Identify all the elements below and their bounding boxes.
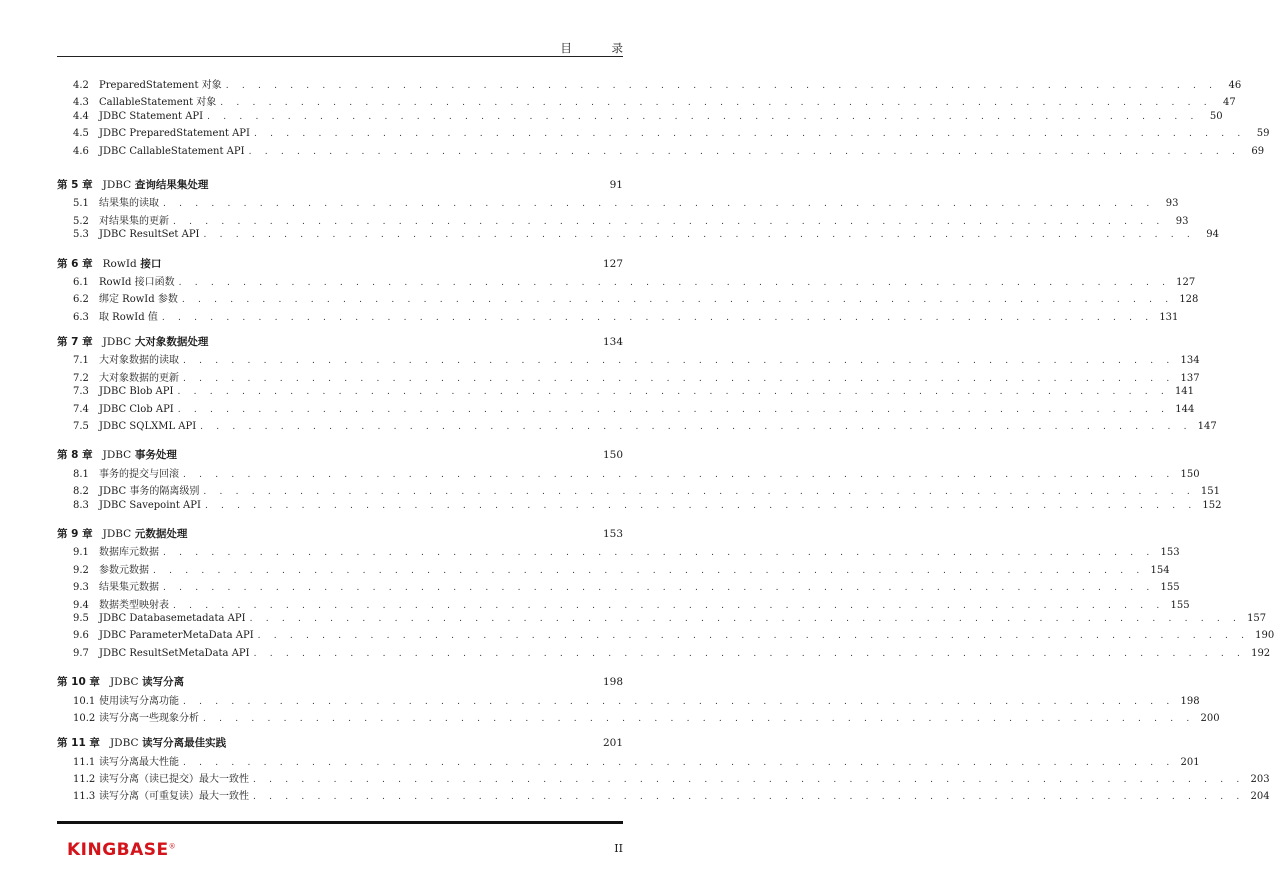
chapter-page: 134 <box>602 336 623 349</box>
dot-leader: . . . . . . . . . . . . . . . . . . . . . . . . . . . . . . . . . . . . . . . . . . . . . . . . . . . . . . . . . . . . . . <box>203 713 1195 724</box>
section-number: 11.3 <box>73 791 96 803</box>
dot-leader: . . . . . . . . . . . . . . . . . . . . . . . . . . . . . . . . . . . . . . . . . . . . . . . . . . . . . . . . . . . . . . <box>183 356 1175 367</box>
chapter-heading[interactable] <box>57 177 623 194</box>
toc-entry[interactable] <box>57 561 1170 578</box>
chapter-title-latin: RowId <box>102 257 137 270</box>
logo-text: KINGBASE <box>67 840 169 860</box>
section-title: 数据类型映射表 <box>99 599 169 611</box>
section-title: JDBC CallableStatement API <box>99 145 245 157</box>
section-page: 200 <box>1200 712 1220 724</box>
dot-leader: . . . . . . . . . . . . . . . . . . . . . . . . . . . . . . . . . . . . . . . . . . . . . . . . . . . . . . . . . . . . . . <box>204 500 1197 511</box>
section-page: 152 <box>1202 499 1222 511</box>
section-number: 6.1 <box>73 276 89 288</box>
toc-entry[interactable] <box>57 290 1199 307</box>
toc-entry[interactable] <box>57 194 1179 211</box>
dot-leader: . . . . . . . . . . . . . . . . . . . . . . . . . . . . . . . . . . . . . . . . . . . . . . . . . . . . . . . . . . . . . . <box>207 111 1199 122</box>
toc-entry[interactable] <box>57 465 1200 482</box>
chapter-title-latin: JDBC <box>102 336 132 349</box>
section-number: 4.4 <box>73 110 89 122</box>
section-title: 结果集的读取 <box>99 198 159 210</box>
section-number: 9.5 <box>73 612 89 624</box>
dot-leader: . . . . . . . . . . . . . . . . . . . . . . . . . . . . . . . . . . . . . . . . . . . . . . . . . . . . . . . . . . . . . . <box>183 696 1175 707</box>
section-title: JDBC ResultSet API <box>99 229 200 241</box>
section-page: 203 <box>1250 774 1270 786</box>
chapter-number: 第 11 章 <box>57 737 100 750</box>
section-number: 5.2 <box>73 215 89 227</box>
toc-entry[interactable] <box>57 128 1270 145</box>
toc-entry[interactable] <box>57 308 1179 325</box>
dot-leader: . . . . . . . . . . . . . . . . . . . . . . . . . . . . . . . . . . . . . . . . . . . . . . . . . . . . . . . . . . . . . . <box>173 216 1165 227</box>
section-page: 192 <box>1251 647 1271 659</box>
toc-chapter <box>57 447 1222 517</box>
chapter-heading[interactable] <box>57 526 623 543</box>
dot-leader: . . . . . . . . . . . . . . . . . . . . . . . . . . . . . . . . . . . . . . . . . . . . . . . . . . . . . . . . . . . . . . <box>248 146 1241 157</box>
toc-entry[interactable] <box>57 76 1242 93</box>
dot-leader: . . . . . . . . . . . . . . . . . . . . . . . . . . . . . . . . . . . . . . . . . . . . . . . . . . . . . . . . . . . . . . <box>163 583 1155 594</box>
toc-entry[interactable] <box>57 709 1220 726</box>
section-number: 7.4 <box>73 403 89 415</box>
section-page: 93 <box>1165 198 1179 210</box>
dot-leader: . . . . . . . . . . . . . . . . . . . . . . . . . . . . . . . . . . . . . . . . . . . . . . . . . . . . . . . . . . . . . . <box>161 312 1154 323</box>
dot-leader: . . . . . . . . . . . . . . . . . . . . . . . . . . . . . . . . . . . . . . . . . . . . . . . . . . . . . . . . . . . . . . <box>183 757 1175 768</box>
section-title: 对结果集的更新 <box>99 215 169 227</box>
section-title: JDBC PreparedStatement API <box>99 128 250 140</box>
dot-leader: . . . . . . . . . . . . . . . . . . . . . . . . . . . . . . . . . . . . . . . . . . . . . . . . . . . . . . . . . . . . . . <box>177 387 1169 398</box>
chapter-title-latin: JDBC <box>102 449 132 462</box>
toc-entry[interactable] <box>57 612 1267 630</box>
section-number: 9.3 <box>73 582 89 594</box>
section-number: 8.2 <box>73 486 89 498</box>
section-title: JDBC Databasemetadata API <box>99 612 246 624</box>
section-page: 150 <box>1180 468 1200 480</box>
section-title: 取 RowId 值 <box>99 311 158 323</box>
section-page: 134 <box>1180 355 1200 367</box>
chapter-title-latin: JDBC <box>109 737 139 750</box>
toc-entry[interactable] <box>57 753 1200 770</box>
section-title: 读写分离一些现象分析 <box>99 712 199 724</box>
section-title: JDBC 事务的隔离级别 <box>99 486 200 498</box>
dot-leader: . . . . . . . . . . . . . . . . . . . . . . . . . . . . . . . . . . . . . . . . . . . . . . . . . . . . . . . . . . . . . . <box>178 277 1171 288</box>
section-page: 154 <box>1150 564 1170 576</box>
page-header-title: 目 录 <box>560 41 641 55</box>
dot-leader: . . . . . . . . . . . . . . . . . . . . . . . . . . . . . . . . . . . . . . . . . . . . . . . . . . . . . . . . . . . . . . <box>253 775 1245 786</box>
section-page: 204 <box>1250 791 1270 803</box>
toc-chapter <box>57 76 1270 163</box>
section-title: RowId 接口函数 <box>99 276 175 288</box>
chapter-number: 第 10 章 <box>57 676 100 689</box>
footer-rule <box>57 821 623 824</box>
section-number: 9.1 <box>73 547 89 559</box>
toc-entry[interactable] <box>57 578 1180 595</box>
chapter-title <box>110 674 184 689</box>
chapter-title-latin: JDBC <box>102 178 132 191</box>
section-page: 198 <box>1180 695 1200 707</box>
toc-entry[interactable] <box>57 212 1189 229</box>
chapter-title-text: 大对象数据处理 <box>134 336 209 349</box>
chapter-title-latin: JDBC <box>102 527 132 540</box>
section-title: PreparedStatement 对象 <box>99 80 222 91</box>
dot-leader: . . . . . . . . . . . . . . . . . . . . . . . . . . . . . . . . . . . . . . . . . . . . . . . . . . . . . . . . . . . . . . <box>177 404 1170 415</box>
chapter-page: 201 <box>602 737 623 750</box>
dot-leader: . . . . . . . . . . . . . . . . . . . . . . . . . . . . . . . . . . . . . . . . . . . . . . . . . . . . . . . . . . . . . . <box>153 565 1145 576</box>
section-number: 9.4 <box>73 599 89 611</box>
section-page: 93 <box>1175 215 1189 227</box>
section-title: JDBC ParameterMetaData API <box>99 630 254 642</box>
header-rule <box>57 56 623 57</box>
toc-entry[interactable] <box>57 403 1195 421</box>
toc-entry[interactable] <box>57 543 1180 560</box>
section-page: 128 <box>1179 294 1199 306</box>
toc-entry[interactable] <box>57 93 1236 110</box>
section-number: 7.5 <box>73 421 89 433</box>
section-number: 6.2 <box>73 294 89 306</box>
toc-entry[interactable] <box>57 369 1200 386</box>
chapter-number: 第 9 章 <box>57 527 93 540</box>
toc-entry[interactable] <box>57 229 1219 246</box>
chapter-title-text: 查询结果集处理 <box>134 178 209 191</box>
section-title: 事务的提交与回滚 <box>99 468 179 480</box>
section-title: 绑定 RowId 参数 <box>99 294 178 306</box>
section-number: 8.1 <box>73 468 89 480</box>
dot-leader: . . . . . . . . . . . . . . . . . . . . . . . . . . . . . . . . . . . . . . . . . . . . . . . . . . . . . . . . . . . . . . <box>203 487 1195 498</box>
section-title: 大对象数据的读取 <box>99 355 179 367</box>
section-title: 读写分离最大性能 <box>99 756 179 768</box>
section-title: JDBC Savepoint API <box>99 499 201 511</box>
section-title: JDBC Statement API <box>99 110 204 122</box>
toc-entry[interactable] <box>57 787 1270 804</box>
section-page: 127 <box>1176 276 1196 288</box>
chapter-title <box>103 256 162 271</box>
chapter-title-text: 事务处理 <box>134 449 177 462</box>
section-title: JDBC Clob API <box>99 403 174 415</box>
chapter-page: 150 <box>602 449 623 462</box>
section-page: 190 <box>1255 630 1274 642</box>
section-page: 157 <box>1247 612 1267 624</box>
chapter-heading[interactable] <box>57 256 623 273</box>
section-page: 155 <box>1160 582 1180 594</box>
section-title: CallableStatement 对象 <box>99 97 217 109</box>
toc-entry[interactable] <box>57 499 1222 517</box>
section-number: 9.2 <box>73 564 89 576</box>
section-number: 4.5 <box>73 128 89 140</box>
section-number: 4.3 <box>73 97 89 109</box>
chapter-heading[interactable] <box>57 334 623 351</box>
toc-chapter <box>57 177 1219 247</box>
section-page: 69 <box>1251 145 1265 157</box>
toc-entry[interactable] <box>57 770 1270 787</box>
section-page: 141 <box>1174 386 1195 398</box>
kingbase-logo <box>67 840 176 860</box>
section-page: 147 <box>1197 421 1217 433</box>
table-of-contents <box>57 76 1274 814</box>
section-title: JDBC Blob API <box>99 386 174 398</box>
section-number: 9.7 <box>73 647 89 659</box>
section-page: 155 <box>1170 599 1190 611</box>
section-page: 144 <box>1175 403 1195 415</box>
chapter-number: 第 7 章 <box>57 336 93 349</box>
section-number: 10.2 <box>73 712 96 724</box>
section-number: 6.3 <box>73 311 89 323</box>
section-page: 137 <box>1180 372 1200 384</box>
chapter-title <box>103 334 209 349</box>
chapter-heading[interactable] <box>57 447 623 464</box>
chapter-title-text: 读写分离 <box>142 676 185 689</box>
dot-leader: . . . . . . . . . . . . . . . . . . . . . . . . . . . . . . . . . . . . . . . . . . . . . . . . . . . . . . . . . . . . . . <box>225 81 1218 91</box>
section-page: 151 <box>1200 486 1220 498</box>
dot-leader: . . . . . . . . . . . . . . . . . . . . . . . . . . . . . . . . . . . . . . . . . . . . . . . . . . . . . . . . . . . . . . <box>183 373 1175 384</box>
section-title: 数据库元数据 <box>99 547 159 559</box>
section-number: 7.2 <box>73 372 89 384</box>
toc-entry[interactable] <box>57 692 1200 709</box>
section-page: 47 <box>1223 97 1236 109</box>
chapter-number: 第 6 章 <box>57 257 93 270</box>
section-page: 59 <box>1256 128 1270 140</box>
chapter-number: 第 5 章 <box>57 178 93 191</box>
dot-leader: . . . . . . . . . . . . . . . . . . . . . . . . . . . . . . . . . . . . . . . . . . . . . . . . . . . . . . . . . . . . . . <box>253 648 1246 659</box>
chapter-title <box>103 177 209 192</box>
registered-mark: ® <box>168 842 177 851</box>
toc-entry[interactable] <box>57 630 1274 647</box>
dot-leader: . . . . . . . . . . . . . . . . . . . . . . . . . . . . . . . . . . . . . . . . . . . . . . . . . . . . . . . . . . . . . . <box>249 613 1242 624</box>
section-title: 参数元数据 <box>99 564 149 576</box>
chapter-title-text: 接口 <box>140 257 162 270</box>
toc-entry[interactable] <box>57 273 1196 290</box>
section-number: 8.3 <box>73 499 89 511</box>
chapter-title-latin: JDBC <box>109 676 139 689</box>
dot-leader: . . . . . . . . . . . . . . . . . . . . . . . . . . . . . . . . . . . . . . . . . . . . . . . . . . . . . . . . . . . . . . <box>220 98 1212 109</box>
toc-entry[interactable] <box>57 110 1223 128</box>
section-title: 使用读写分离功能 <box>99 695 179 707</box>
section-number: 5.3 <box>73 229 89 241</box>
chapter-page: 153 <box>602 527 623 540</box>
dot-leader: . . . . . . . . . . . . . . . . . . . . . . . . . . . . . . . . . . . . . . . . . . . . . . . . . . . . . . . . . . . . . . <box>173 600 1165 611</box>
section-page: 201 <box>1180 756 1200 768</box>
dot-leader: . . . . . . . . . . . . . . . . . . . . . . . . . . . . . . . . . . . . . . . . . . . . . . . . . . . . . . . . . . . . . . <box>254 129 1246 140</box>
chapter-title <box>110 735 226 750</box>
chapter-number: 第 8 章 <box>57 449 93 462</box>
section-page: 153 <box>1160 547 1180 559</box>
toc-entry[interactable] <box>57 386 1195 403</box>
section-number: 10.1 <box>73 695 96 707</box>
section-number: 5.1 <box>73 198 89 210</box>
chapter-title <box>103 526 188 541</box>
toc-chapter <box>57 334 1217 438</box>
section-number: 4.2 <box>73 80 89 91</box>
toc-chapter <box>57 735 1270 805</box>
toc-chapter <box>57 674 1220 726</box>
chapter-page: 91 <box>609 178 623 191</box>
dot-leader: . . . . . . . . . . . . . . . . . . . . . . . . . . . . . . . . . . . . . . . . . . . . . . . . . . . . . . . . . . . . . . <box>253 792 1245 803</box>
section-page: 94 <box>1206 229 1219 241</box>
chapter-title-text: 读写分离最佳实践 <box>142 737 227 750</box>
chapter-heading[interactable] <box>57 674 623 691</box>
section-title: 大对象数据的更新 <box>99 372 179 384</box>
section-page: 50 <box>1209 110 1223 122</box>
dot-leader: . . . . . . . . . . . . . . . . . . . . . . . . . . . . . . . . . . . . . . . . . . . . . . . . . . . . . . . . . . . . . . <box>181 295 1174 306</box>
dot-leader: . . . . . . . . . . . . . . . . . . . . . . . . . . . . . . . . . . . . . . . . . . . . . . . . . . . . . . . . . . . . . . <box>183 469 1175 480</box>
toc-entry[interactable] <box>57 421 1217 438</box>
section-title: JDBC SQLXML API <box>99 421 197 433</box>
toc-entry[interactable] <box>57 647 1271 665</box>
section-number: 11.1 <box>73 756 96 768</box>
toc-entry[interactable] <box>57 351 1200 368</box>
toc-chapter <box>57 526 1274 665</box>
section-number: 4.6 <box>73 145 89 157</box>
chapter-heading[interactable] <box>57 735 623 752</box>
toc-entry[interactable] <box>57 145 1265 163</box>
dot-leader: . . . . . . . . . . . . . . . . . . . . . . . . . . . . . . . . . . . . . . . . . . . . . . . . . . . . . . . . . . . . . . <box>257 631 1250 642</box>
section-number: 11.2 <box>73 774 96 786</box>
page-number: II <box>614 842 623 855</box>
section-title: 读写分离（读已提交）最大一致性 <box>99 774 249 786</box>
toc-chapter <box>57 256 1199 326</box>
chapter-page: 127 <box>602 257 623 270</box>
dot-leader: . . . . . . . . . . . . . . . . . . . . . . . . . . . . . . . . . . . . . . . . . . . . . . . . . . . . . . . . . . . . . . <box>203 230 1195 241</box>
section-title: 读写分离（可重复读）最大一致性 <box>99 791 249 803</box>
section-number: 9.6 <box>73 630 89 642</box>
chapter-page: 198 <box>602 676 623 689</box>
dot-leader: . . . . . . . . . . . . . . . . . . . . . . . . . . . . . . . . . . . . . . . . . . . . . . . . . . . . . . . . . . . . . . <box>163 199 1155 210</box>
toc-entry[interactable] <box>57 596 1190 613</box>
section-page: 131 <box>1159 311 1179 323</box>
section-title: 结果集元数据 <box>99 582 159 594</box>
dot-leader: . . . . . . . . . . . . . . . . . . . . . . . . . . . . . . . . . . . . . . . . . . . . . . . . . . . . . . . . . . . . . . <box>163 548 1155 559</box>
dot-leader: . . . . . . . . . . . . . . . . . . . . . . . . . . . . . . . . . . . . . . . . . . . . . . . . . . . . . . . . . . . . . . <box>200 422 1192 433</box>
section-title: JDBC ResultSetMetaData API <box>99 647 250 659</box>
chapter-title <box>103 447 177 462</box>
section-number: 7.1 <box>73 355 89 367</box>
section-page: 46 <box>1228 80 1242 91</box>
chapter-title-text: 元数据处理 <box>134 527 188 540</box>
toc-entry[interactable] <box>57 482 1220 499</box>
section-number: 7.3 <box>73 386 89 398</box>
